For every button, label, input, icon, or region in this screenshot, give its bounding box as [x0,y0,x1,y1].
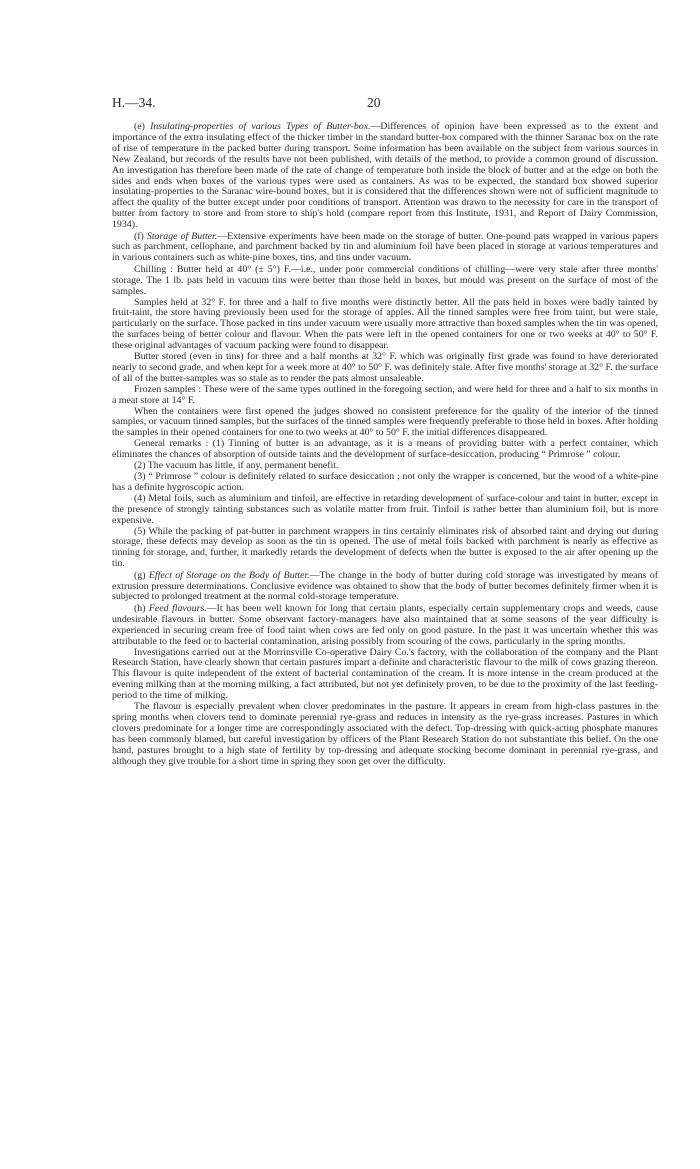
paragraph-remark-4: (4) Metal foils, such as aluminium and tinfoil, are effective in retarding development of surface-colour and taint in butter, except in the presence of strongly tainting substances such as volatile matter from fruit. Tinfoil is rather better than aluminium foil, but is more expensive. [112,492,658,526]
paragraph-text: —It has been well known for long that certain plants, especially certain supplementary crops and weeds, cause undesirable flavours in butter. Some observant factory-managers have also maintained that at some seasons of the year difficulty is experienced in securing cream free of food taint when cows are fed only on good pasture. In the past it was uncertain whether this was attributable to the feed or to bacterial contamination, arising possibly from scouring of the cows, particularly in the spring months. [112,602,658,647]
paragraph-feed-flavours [112,604,658,648]
section-heading: Feed flavours. [148,602,207,614]
section-heading: Insulating-properties of various Types of Butter-box. [150,121,371,132]
paragraph-containers-opened: When the containers were first opened the judges showed no consistent preference for the quality of the interior of the tinned samples, or vacuum tinned samples, but the surfaces of the tinned samples were frequently preferable to those held in boxes. After holding the samples in their opened containers for one to two weeks at 40° to 50° F. the initial differences disappeared. [112,405,658,439]
section-label: (g) [134,569,149,581]
page-number: 20 [367,95,381,110]
paragraph-morrinsville-investigations: Investigations carried out at the Morrinsville Co-operative Dairy Co.'s factory, with the collaboration of the company and the Plant Research Station, have clearly shown that certain pastures impart a definite and characteristic flavour to the milk of cows grazing thereon. This flavour is quite independent of the extent of bacterial contamination of the cream. It is more intense in the cream produced at the evening milking than at the morning milking, a fact attributed, but not yet definitely proven, to be due to the proximity of the last feeding-period to the time of milking. [112,646,658,702]
body-text [112,122,658,767]
page-header [112,95,602,113]
paragraph-text: —The change in the body of butter during cold storage was investigated by means of extrusion pressure determinations. Conclusive evidence was obtained to show that the body of butter becomes definitely firmer when it is subjected to prolonged treatment at the normal cold-storage temperature. [112,569,658,603]
paragraph-text: —Extensive experiments have been made on the storage of butter. One-pound pats wrapped in various papers such as parchment, cellophane, and parchment backed by tin and aluminium foil have been placed in storage at various temperatures and in various containers such as white-pine boxes, tins, and tins under vacuum. [112,230,658,264]
paragraph-general-remarks: General remarks : (1) Tinning of butter is an advantage, as it is a means of providing butter with a perfect container, which eliminates the chances of absorption of outside taints and the development of surface-desiccation, producing “ Primrose ” colour. [112,438,658,461]
paragraph-chilling: Chilling : Butter held at 40° (± 5°) F.—i.e., under poor commercial conditions of chilling—were very stale after three months' storage. The 1 lb. pats held in vacuum tins were better than those held in boxes, but mould was present on the surface of most of the samples. [112,263,658,297]
paragraph-storage-of-butter [112,232,658,265]
paragraph-clover-flavour: The flavour is especially prevalent when clover predominates in the pasture. It appears in cream from high-class pastures in the spring months when clovers tend to dominate perennial rye-grass and reduces in intensity as the rye-grass increases. Pastures in which clovers predominate for a longer time are correspondingly associated with the defect. Top-dressing with quick-acting phosphate manures has been commonly blamed, but careful investigation by officers of the Plant Research Station do not substantiate this belief. On the one hand, pastures brought to a high state of fertility by top-dressing and adequate stocking become dominant in perennial rye-grass, and although they give trouble for a short time in spring they soon get over the difficulty. [112,701,658,767]
paragraph-frozen-samples: Frozen samples : These were of the same types outlined in the foregoing section, and were held for three and a half to six months in a meat store at 14° F. [112,383,658,406]
paragraph-remark-2: (2) The vacuum has little, if any, permanent benefit. [134,460,339,472]
section-label: (f) [134,230,147,242]
paragraph-insulating-properties [112,122,658,231]
paragraph-effect-of-storage [112,571,658,604]
document-reference: H.—34. [112,95,156,110]
paragraph-remark-3: (3) “ Primrose ” colour is definitely related to surface desiccation ; not only the wrapper is concerned, but the wood of a white-pine has a definite hygroscopic action. [112,471,658,493]
section-heading: Storage of Butter. [146,230,218,242]
paragraph-butter-stored: Butter stored (even in tins) for three and a half months at 32° F. which was originally first grade was found to have deteriorated nearly to second grade, and when kept for a week more at 40° to 50° F. was definitely stale. After five months' storage at 32° F. the surface of all of the butter-samples was so stale as to render the pats almost unsaleable. [112,351,658,384]
section-heading: Effect of Storage on the Body of Butter. [148,569,310,581]
paragraph-text: —Differences of opinion have been expressed as to the extent and importance of the extra insulating effect of the thicker timber in the standard butter-box compared with the thinner Saranac box on the rate of rise of temperature in the packed butter during transport. Some information has been available on the subject from various sources in New Zealand, but records of the results have not been published, with details of the method, to provide a common ground of discussion. An investigation has therefore been made of the rate of change of temperature both inside the block of butter and at the edge on both the sides and ends when boxes of the various types were used as containers. As was to be expected, the standard box showed superior insulating-properties to the Saranac wire-bound boxes, but it is considered that the differences shown were not of sufficient magnitude to affect the quality of the butter except under poor conditions of transport. Attention was drawn to the necessity for care in the transport of butter from factory to store and from store to ship's hold (compare report from this Institute, 1931, and Report of Dairy Commission, 1934). [112,121,659,231]
section-label: (e) [134,121,151,132]
paragraph-remark-5: (5) While the packing of pat-butter in parchment wrappers in tins certainly eliminates risk of absorbed taint and drying out during storage, these defects may develop as soon as the tin is opened. The use of metal foils backed with parchment is nearly as effective as tinning for storage, and, further, it markedly retards the development of defects when the butter is exposed to the air after opening up the tin. [112,525,658,570]
section-label: (h) [134,602,149,614]
paragraph-samples-32f: Samples held at 32° F. for three and a half to five months were distinctly better. All the pats held in boxes were badly tainted by fruit-taint, the store having previously been used for the storage of apples. All the tinned samples were free from taint, but were stale, particularly on the surface. Those packed in tins under vacuum were usually more attractive than boxed samples when the tin was opened, the surfaces being of better colour and flavour. When the pats were left in the opened containers for one or two weeks at 40° to 50° F. these original advantages of vacuum packing were found to disappear. [112,296,658,352]
